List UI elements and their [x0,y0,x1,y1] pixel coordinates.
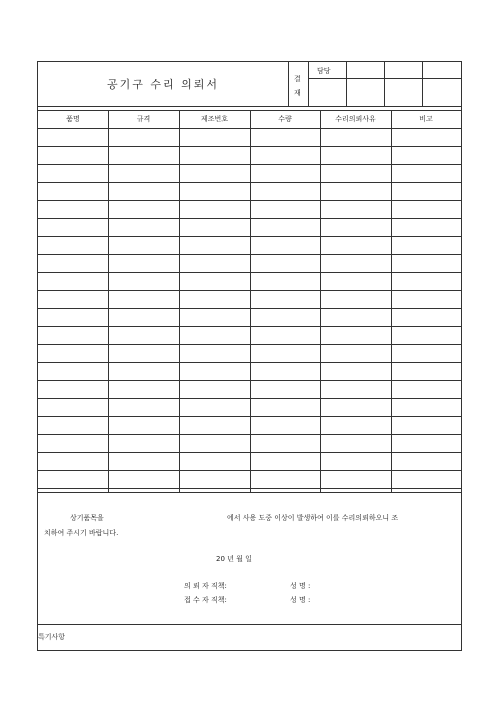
statement-line2: 치하여 주시기 바랍니다. [44,529,119,537]
table-bottom-line [38,492,461,493]
approval-label-border [308,62,309,106]
table-column-divider [179,110,180,492]
approval-role-line [308,78,461,79]
requester-label: 의 뢰 자 직책: [184,582,227,590]
date-line: 20 년 월 일 [216,555,252,563]
column-header-remarks: 비고 [419,115,433,123]
remarks-label: 특기사항 [38,633,66,641]
approval-col-3 [422,62,423,106]
approval-col-2 [384,62,385,106]
requester-sign: 성 명 : [290,582,311,590]
approval-label-bottom: 재 [294,89,301,97]
approval-left-border [288,62,289,106]
repair-request-form [37,61,462,651]
table-column-divider [391,110,392,492]
receiver-sign: 성 명 : [290,596,311,604]
approval-role-label: 담당 [317,67,331,75]
column-header-reason: 수리의뢰사유 [335,115,376,123]
approval-label-top: 결 [294,75,301,83]
column-header-quantity: 수량 [278,115,292,123]
remarks-top-line [38,624,461,625]
header-bottom-line [38,106,461,107]
receiver-label: 접 수 자 직책: [184,596,227,604]
table-column-divider [320,110,321,492]
form-title: 공기구 수리 의뢰서 [106,78,219,91]
column-header-serial: 제조번호 [200,115,229,123]
table-column-divider [250,110,251,492]
column-header-spec: 규격 [136,115,151,123]
statement-line1-left: 상기품목을 [70,514,104,522]
approval-col-1 [346,62,347,106]
table-column-divider [108,110,109,492]
statement-line1-right: 에서 사용 도중 이상이 발생하여 이를 수리의뢰하오니 조 [227,514,399,522]
column-header-item: 품명 [66,115,80,123]
